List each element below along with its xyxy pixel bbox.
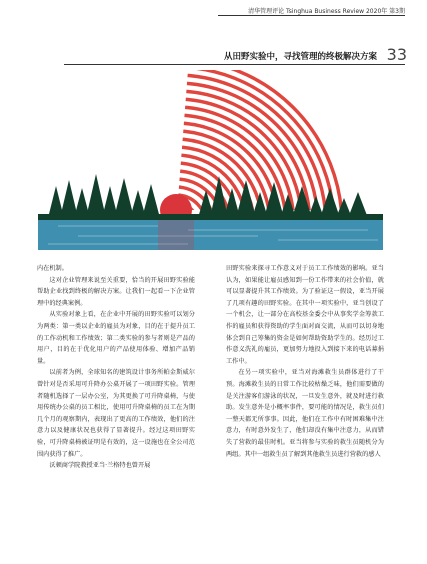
- title-rule: [64, 64, 405, 65]
- paragraph: 这对企业管理来说至关重要，恰当的开展田野实验能帮助企业找到终极的解决方案。让我们一起看一下企业管理中的经典案例。: [37, 276, 195, 307]
- paragraph: 田野实验来探寻工作意义对于员工工作绩效的影响。亚当认为，如果能让雇员感知到一份工作带来的社会价值，就可以显著提升其工作绩效。为了验证这一假设，亚当开展了几项有趣的田野实验。在其中一项实验中，亚当创设了一个机会，让一部分在高校基金委会中从事奖学金筹款工作的雇员和获得资助的学生面对面交流，从而可以切身地体会到自己筹集的资金是如何帮助资助学生的。经历过工作意义洗礼的雇员，更加努力地投入到接下来的电话募捐工作中。: [226, 265, 384, 365]
- paragraph: 从实验对象上看，在企业中开展的田野实验可以划分为两类：第一类以企业的雇员为对象，目的在于提升员工的工作动机和工作绩效；第二类实验的参与者则是产品的用户，目的在于优化用户的产品使用体验、增加产品销量。: [37, 311, 195, 365]
- forest-lake-sun-illustration-icon: [38, 70, 383, 252]
- header-rule: [218, 15, 405, 16]
- journal-name: 清华管理评论 Tsinghua Business Review 2020年 第3期: [248, 8, 405, 15]
- paragraph: 内在机制。: [37, 265, 68, 272]
- left-column: [37, 263, 195, 472]
- page-number: 33: [386, 45, 407, 64]
- paragraph: 在另一项实验中，亚当对海滩救生员群体进行了干预。海滩救生员的日常工作比较枯燥乏味，他们需要做的是关注游客们游泳的状况，一旦发生意外，就及时进行救助。发生意外是小概率事件，要可能的情况是，救生员们一整天都无所事事。因此，他们在工作中有时困难集中注意力，有时意外发生了，他们却没有集中注意力，从而错失了营救的最佳时机。亚当将参与实验的救生员随机分为两组。其中一组救生员了解到其他救生员进行营救的感人: [226, 369, 384, 458]
- page-header: [0, 0, 427, 22]
- section-title: 从田野实验中，寻找管理的终极解决方案: [223, 52, 377, 62]
- paragraph: 沃顿商学院教授亚当·兰格特也曾开展: [49, 462, 151, 470]
- right-column: [226, 263, 384, 460]
- paragraph: 以前者为例，全球知名的建筑设计事务所帕金斯威尔曾针对是否采用可升降办公桌开展了一项田野实验。管理者随机选择了一层办公室，为其更换了可升降桌椅，与使用传统办公桌的员工相比，使用可升降桌椅的员工在为期几个月的观察期内，表现出了更高的工作绩效，他们的注意力以及健康状况也获得了显著提升。经过这项田野实验，可升降桌椅被证明是有效的，这一设施也在全公司范围内获得了推广。: [37, 369, 195, 458]
